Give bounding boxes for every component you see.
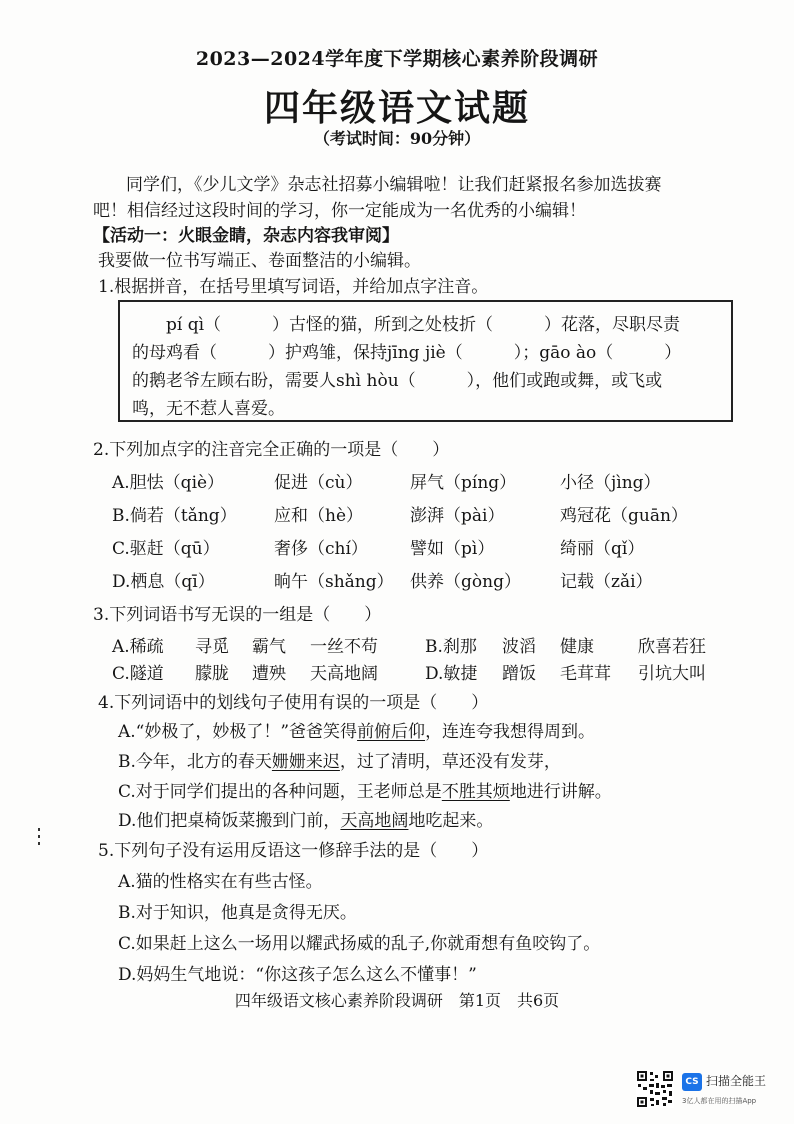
question-1-box (118, 300, 733, 422)
q2-option: 澎湃（pài） (410, 506, 505, 526)
activity-subtitle: 我要做一位书写端正、卷面整洁的小编辑。 (98, 251, 421, 271)
exam-duration: （考试时间：90分钟） (313, 129, 481, 148)
q2-option: C.驱赶（qū） (112, 539, 220, 559)
exam-series-title: 2023—2024学年度下学期核心素养阶段调研 (195, 48, 599, 70)
q4-option-text: ，连连夸我想得周到。 (425, 722, 596, 742)
underlined-phrase: 姗姗来迟 (271, 752, 340, 772)
q2-option: 小径（jìng） (560, 473, 661, 493)
q5-option-a: A.猫的性格实在有些古怪。 (118, 872, 323, 892)
q2-option: 屏气（píng） (410, 473, 517, 493)
scanner-watermark (636, 1070, 786, 1114)
underlined-phrase: 不胜其烦 (441, 782, 510, 802)
q2-option: 促进（cù） (274, 473, 363, 493)
question-4-stem: 4.下列词语中的划线句子使用有误的一项是（ ） (98, 693, 489, 713)
q2-option: 绮丽（qǐ） (560, 539, 645, 559)
underlined-phrase: 前俯后仰 (357, 722, 426, 742)
q4-option-a (118, 717, 595, 742)
binding-margin-mark (38, 828, 41, 846)
q4-option-text: D.他们把桌椅饭菜搬到门前， (118, 811, 341, 831)
q2-option: 譬如（pì） (410, 539, 495, 559)
q3-word: 毛茸茸 (560, 664, 611, 684)
q3-word: 引坑大叫 (638, 664, 706, 684)
q2-option: B.倘若（tǎng） (112, 506, 237, 526)
intro-line-2: 吧！相信经过这段时间的学习，你一定能成为一名优秀的小编辑！ (93, 201, 586, 221)
q3-word: 朦胧 (195, 664, 229, 684)
box-line: 的母鸡看（ ）护鸡雏，保持jīng jiè（ ）；gāo ào（ ） (132, 343, 682, 363)
q4-option-text: B.今年，北方的春天 (118, 752, 272, 772)
q3-word: 欣喜若狂 (638, 637, 706, 657)
q4-option-d (118, 806, 493, 831)
q3-word: 天高地阔 (310, 664, 378, 684)
scanner-app-name: 扫描全能王 (706, 1074, 767, 1088)
q2-option: 记载（zǎi） (560, 572, 653, 592)
page-footer: 四年级语文核心素养阶段调研 第1页 共6页 (234, 991, 560, 1010)
q2-option: 晌午（shǎng） (274, 572, 394, 592)
box-line: 的鹅老爷左顾右盼，需要人shì hòu（ ），他们或跑或舞，或飞或 (132, 371, 663, 391)
q2-option: 供养（gòng） (410, 572, 521, 592)
q3-word: B.刹那 (425, 637, 477, 657)
q4-option-text: 地吃起来。 (408, 811, 494, 831)
intro-line-1: 同学们，《少儿文学》杂志社招募小编辑啦！让我们赶紧报名参加选拔赛 (126, 175, 662, 195)
q2-option: A.胆怯（qiè） (112, 473, 225, 493)
q4-option-text: 地进行讲解。 (509, 782, 612, 802)
q3-word: 一丝不苟 (310, 637, 378, 657)
q3-word: 健康 (560, 637, 594, 657)
q4-option-text: ，过了清明，草还没有发芽， (339, 752, 561, 772)
q2-option: 奢侈（chí） (274, 539, 368, 559)
question-3-stem: 3.下列词语书写无误的一组是（ ） (93, 605, 382, 625)
scanner-tagline: 3亿人都在用的扫描App (682, 1097, 757, 1105)
question-1-stem: 1.根据拼音，在括号里填写词语，并给加点字注音。 (98, 277, 489, 297)
question-5-stem: 5.下列句子没有运用反语这一修辞手法的是（ ） (98, 841, 489, 861)
q3-word: D.敏捷 (425, 664, 478, 684)
q2-option: 应和（hè） (274, 506, 364, 526)
q5-option-b: B.对于知识，他真是贪得无厌。 (118, 903, 357, 923)
q3-word: C.隧道 (112, 664, 164, 684)
q2-option: D.栖息（qī） (112, 572, 215, 592)
q5-option-c: C.如果赶上这么一场用以耀武扬威的乱子,你就甭想有鱼咬钩了。 (118, 934, 601, 954)
q4-option-b (118, 747, 561, 772)
q2-option: 鸡冠花（guān） (560, 506, 688, 526)
box-line: 鸣，无不惹人喜爱。 (132, 399, 285, 419)
q3-word: 波滔 (502, 637, 536, 657)
underlined-phrase: 天高地阔 (340, 811, 409, 831)
q3-word: 霸气 (252, 637, 286, 657)
exam-title: 四年级语文试题 (263, 87, 530, 129)
q3-word: A.稀疏 (112, 637, 164, 657)
question-2-stem: 2.下列加点字的注音完全正确的一项是（ ） (93, 440, 450, 460)
q3-word: 遭殃 (252, 664, 286, 684)
q4-option-c (118, 777, 612, 802)
camscanner-logo-icon: CS (682, 1073, 702, 1091)
box-line: pí qì（ ）古怪的猫，所到之处枝折（ ）花落，尽职尽责 (166, 315, 681, 335)
qr-code-icon (636, 1070, 674, 1108)
q4-option-text: A.“妙极了，妙极了！”爸爸笑得 (118, 722, 358, 742)
q4-option-text: C.对于同学们提出的各种问题，王老师总是 (118, 782, 442, 802)
q3-word: 寻觅 (195, 637, 229, 657)
q3-word: 蹭饭 (502, 664, 536, 684)
activity-heading: 【活动一：火眼金睛，杂志内容我审阅】 (93, 226, 399, 246)
q5-option-d: D.妈妈生气地说：“你这孩子怎么这么不懂事！” (118, 965, 477, 985)
